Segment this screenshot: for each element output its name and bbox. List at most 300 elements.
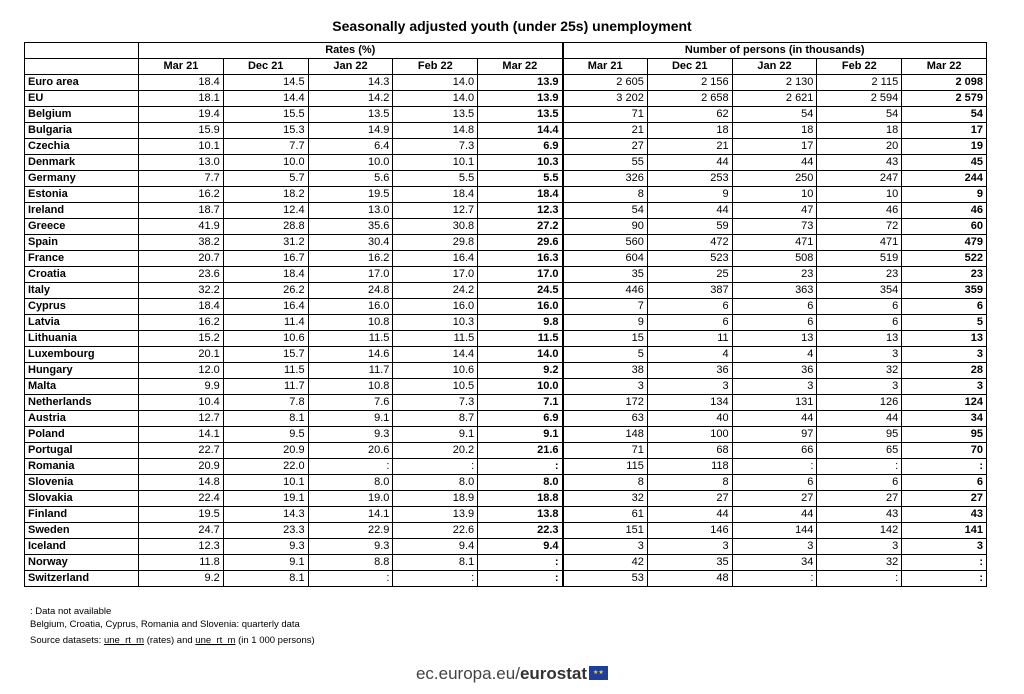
- persons-cell: 7: [563, 299, 648, 315]
- country-cell: Sweden: [25, 523, 139, 539]
- rate-cell: 6.9: [478, 411, 563, 427]
- rate-cell: 14.2: [308, 91, 393, 107]
- rate-cell: 7.7: [139, 171, 224, 187]
- rate-cell: :: [478, 555, 563, 571]
- persons-cell: 2 115: [817, 75, 902, 91]
- persons-cell: 9: [647, 187, 732, 203]
- persons-cell: 141: [902, 523, 987, 539]
- corner-cell: [25, 43, 139, 59]
- rate-cell: 27.2: [478, 219, 563, 235]
- persons-cell: 44: [647, 155, 732, 171]
- rate-cell: 14.8: [393, 123, 478, 139]
- persons-cell: 354: [817, 283, 902, 299]
- rate-cell: 11.5: [223, 363, 308, 379]
- group-header-row: [25, 43, 987, 59]
- persons-cell: 44: [817, 411, 902, 427]
- persons-cell: 8: [647, 475, 732, 491]
- rate-cell: 10.4: [139, 395, 224, 411]
- persons-cell: 6: [732, 299, 817, 315]
- persons-cell: 43: [817, 507, 902, 523]
- persons-cell: 17: [902, 123, 987, 139]
- rate-cell: 16.3: [478, 251, 563, 267]
- persons-cell: 23: [817, 267, 902, 283]
- persons-cell: 9: [563, 315, 648, 331]
- persons-cell: 19: [902, 139, 987, 155]
- rate-cell: 16.2: [139, 315, 224, 331]
- persons-cell: :: [817, 459, 902, 475]
- persons-cell: 142: [817, 523, 902, 539]
- persons-cell: 2 579: [902, 91, 987, 107]
- persons-cell: 148: [563, 427, 648, 443]
- persons-cell: 13: [732, 331, 817, 347]
- persons-cell: 3: [563, 539, 648, 555]
- country-cell: EU: [25, 91, 139, 107]
- persons-cell: 3: [902, 539, 987, 555]
- persons-cell: 27: [732, 491, 817, 507]
- persons-cell: :: [732, 459, 817, 475]
- rate-cell: 16.2: [308, 251, 393, 267]
- persons-cell: 60: [902, 219, 987, 235]
- rate-cell: 12.4: [223, 203, 308, 219]
- footer-brand: eurostat: [519, 664, 588, 683]
- rate-cell: 18.1: [139, 91, 224, 107]
- persons-cell: 144: [732, 523, 817, 539]
- persons-cell: 118: [647, 459, 732, 475]
- persons-cell: 34: [732, 555, 817, 571]
- source-link-rates[interactable]: une_rt_m: [103, 635, 145, 646]
- rate-cell: 14.4: [478, 123, 563, 139]
- table-row: [25, 315, 987, 331]
- persons-cell: 134: [647, 395, 732, 411]
- rate-cell: :: [393, 459, 478, 475]
- rate-cell: 12.3: [478, 203, 563, 219]
- persons-cell: 61: [563, 507, 648, 523]
- rate-cell: 7.3: [393, 395, 478, 411]
- persons-cell: 36: [732, 363, 817, 379]
- persons-cell: 472: [647, 235, 732, 251]
- persons-cell: 2 621: [732, 91, 817, 107]
- rate-cell: 10.8: [308, 379, 393, 395]
- rate-cell: 18.4: [478, 187, 563, 203]
- persons-cell: 18: [647, 123, 732, 139]
- rate-cell: 18.4: [223, 267, 308, 283]
- persons-cell: 15: [563, 331, 648, 347]
- persons-cell: 9: [902, 187, 987, 203]
- persons-cell: 3: [817, 379, 902, 395]
- rate-cell: 14.8: [139, 475, 224, 491]
- persons-cell: 71: [563, 107, 648, 123]
- rate-cell: 22.0: [223, 459, 308, 475]
- rate-cell: 16.0: [393, 299, 478, 315]
- rate-cell: 38.2: [139, 235, 224, 251]
- rate-cell: 17.0: [393, 267, 478, 283]
- persons-cell: 446: [563, 283, 648, 299]
- persons-cell: 53: [563, 571, 648, 587]
- country-cell: Norway: [25, 555, 139, 571]
- country-cell: Germany: [25, 171, 139, 187]
- rate-cell: 14.0: [393, 75, 478, 91]
- table-row: [25, 155, 987, 171]
- note-quarterly: Belgium, Croatia, Cyprus, Romania and Slovenia: quarterly data: [30, 619, 300, 630]
- rate-cell: 24.8: [308, 283, 393, 299]
- rate-cell: 9.2: [139, 571, 224, 587]
- persons-cell: 44: [732, 411, 817, 427]
- persons-cell: 8: [563, 187, 648, 203]
- persons-cell: 90: [563, 219, 648, 235]
- table-row: [25, 443, 987, 459]
- source-mid: (rates) and: [144, 635, 196, 646]
- rate-cell: 13.0: [308, 203, 393, 219]
- rate-cell: 11.8: [139, 555, 224, 571]
- persons-cell: 25: [647, 267, 732, 283]
- rate-cell: 10.1: [139, 139, 224, 155]
- persons-cell: 3: [732, 539, 817, 555]
- persons-cell: 6: [732, 315, 817, 331]
- rate-cell: :: [308, 571, 393, 587]
- table-row: [25, 411, 987, 427]
- persons-cell: 20: [817, 139, 902, 155]
- persons-cell: 3: [902, 379, 987, 395]
- table-row: [25, 107, 987, 123]
- source-prefix: Source datasets:: [30, 635, 104, 646]
- rate-cell: 7.3: [393, 139, 478, 155]
- persons-cell: 471: [732, 235, 817, 251]
- rate-cell: 16.4: [393, 251, 478, 267]
- persons-cell: 124: [902, 395, 987, 411]
- persons-cell: 27: [563, 139, 648, 155]
- rate-cell: 15.7: [223, 347, 308, 363]
- country-cell: Iceland: [25, 539, 139, 555]
- table-row: [25, 379, 987, 395]
- eurostat-footer: [0, 664, 1024, 684]
- persons-cell: 42: [563, 555, 648, 571]
- rate-cell: 17.0: [308, 267, 393, 283]
- rate-cell: 19.5: [308, 187, 393, 203]
- rate-cell: 16.7: [223, 251, 308, 267]
- persons-cell: 47: [732, 203, 817, 219]
- rate-cell: 9.4: [478, 539, 563, 555]
- persons-cell: 2 098: [902, 75, 987, 91]
- rate-cell: 10.3: [478, 155, 563, 171]
- table-row: [25, 75, 987, 91]
- rate-cell: 30.4: [308, 235, 393, 251]
- persons-cell: 560: [563, 235, 648, 251]
- persons-cell: 6: [732, 475, 817, 491]
- country-cell: Bulgaria: [25, 123, 139, 139]
- rate-cell: 7.8: [223, 395, 308, 411]
- table-row: [25, 123, 987, 139]
- rate-cell: 22.4: [139, 491, 224, 507]
- table-row: [25, 299, 987, 315]
- persons-cell: 68: [647, 443, 732, 459]
- persons-month-header: Mar 21: [563, 59, 648, 75]
- rate-cell: 9.2: [478, 363, 563, 379]
- persons-cell: 97: [732, 427, 817, 443]
- persons-cell: 10: [817, 187, 902, 203]
- rate-cell: 12.0: [139, 363, 224, 379]
- persons-cell: :: [817, 571, 902, 587]
- rate-cell: 9.8: [478, 315, 563, 331]
- rate-cell: 10.8: [308, 315, 393, 331]
- rate-cell: 10.3: [393, 315, 478, 331]
- persons-cell: 70: [902, 443, 987, 459]
- corner-cell: [25, 59, 139, 75]
- persons-cell: 2 130: [732, 75, 817, 91]
- table-row: [25, 571, 987, 587]
- persons-cell: 40: [647, 411, 732, 427]
- rate-cell: 12.7: [139, 411, 224, 427]
- rate-cell: 31.2: [223, 235, 308, 251]
- rate-cell: 5.5: [393, 171, 478, 187]
- rate-cell: 22.3: [478, 523, 563, 539]
- table-row: [25, 203, 987, 219]
- persons-cell: 46: [817, 203, 902, 219]
- rate-cell: 14.9: [308, 123, 393, 139]
- source-link-persons[interactable]: une_rt_m: [195, 635, 236, 646]
- rate-cell: :: [308, 459, 393, 475]
- note-source: [30, 634, 315, 647]
- persons-cell: 6: [817, 475, 902, 491]
- persons-cell: 54: [563, 203, 648, 219]
- persons-cell: 44: [732, 155, 817, 171]
- rate-cell: 13.8: [478, 507, 563, 523]
- rate-cell: 8.0: [393, 475, 478, 491]
- persons-cell: 54: [902, 107, 987, 123]
- persons-cell: 43: [817, 155, 902, 171]
- table-row: [25, 267, 987, 283]
- table-row: [25, 459, 987, 475]
- rate-cell: 7.7: [223, 139, 308, 155]
- persons-cell: 326: [563, 171, 648, 187]
- rate-cell: 9.3: [223, 539, 308, 555]
- rate-cell: 10.1: [393, 155, 478, 171]
- persons-cell: 44: [647, 507, 732, 523]
- country-cell: Austria: [25, 411, 139, 427]
- persons-cell: 65: [817, 443, 902, 459]
- rate-cell: 13.5: [308, 107, 393, 123]
- persons-cell: 5: [902, 315, 987, 331]
- rate-cell: 8.1: [223, 571, 308, 587]
- persons-cell: 48: [647, 571, 732, 587]
- rate-cell: 14.3: [308, 75, 393, 91]
- persons-cell: :: [902, 555, 987, 571]
- rate-cell: 18.4: [139, 75, 224, 91]
- persons-cell: 151: [563, 523, 648, 539]
- persons-month-header: Jan 22: [732, 59, 817, 75]
- country-cell: Finland: [25, 507, 139, 523]
- persons-cell: 21: [563, 123, 648, 139]
- persons-cell: 32: [817, 555, 902, 571]
- rate-cell: 14.3: [223, 507, 308, 523]
- rate-cell: 15.3: [223, 123, 308, 139]
- persons-cell: 4: [647, 347, 732, 363]
- persons-cell: 4: [732, 347, 817, 363]
- rate-cell: 11.5: [478, 331, 563, 347]
- rate-cell: 11.7: [308, 363, 393, 379]
- rate-cell: 19.5: [139, 507, 224, 523]
- persons-cell: 131: [732, 395, 817, 411]
- rate-cell: 20.6: [308, 443, 393, 459]
- rate-cell: 11.5: [393, 331, 478, 347]
- persons-cell: 3: [902, 347, 987, 363]
- rate-cell: 9.4: [393, 539, 478, 555]
- persons-cell: 95: [817, 427, 902, 443]
- persons-cell: 28: [902, 363, 987, 379]
- table-row: [25, 171, 987, 187]
- country-cell: Greece: [25, 219, 139, 235]
- table-row: [25, 507, 987, 523]
- rate-cell: 18.2: [223, 187, 308, 203]
- table-row: [25, 331, 987, 347]
- persons-month-header: Dec 21: [647, 59, 732, 75]
- country-cell: Ireland: [25, 203, 139, 219]
- rate-cell: 15.9: [139, 123, 224, 139]
- rate-cell: 32.2: [139, 283, 224, 299]
- country-cell: Belgium: [25, 107, 139, 123]
- persons-cell: 508: [732, 251, 817, 267]
- country-cell: Luxembourg: [25, 347, 139, 363]
- rate-cell: 18.4: [393, 187, 478, 203]
- unemployment-table: [24, 42, 987, 587]
- persons-cell: 6: [647, 299, 732, 315]
- rate-cell: 9.9: [139, 379, 224, 395]
- persons-cell: 35: [647, 555, 732, 571]
- rate-cell: 23.6: [139, 267, 224, 283]
- rate-cell: 13.0: [139, 155, 224, 171]
- persons-cell: 71: [563, 443, 648, 459]
- month-header-row: [25, 59, 987, 75]
- rate-cell: 12.3: [139, 539, 224, 555]
- persons-cell: 3: [732, 379, 817, 395]
- table-row: [25, 283, 987, 299]
- persons-cell: 523: [647, 251, 732, 267]
- persons-cell: 27: [902, 491, 987, 507]
- rate-cell: 20.1: [139, 347, 224, 363]
- rate-cell: 21.6: [478, 443, 563, 459]
- persons-cell: :: [732, 571, 817, 587]
- persons-cell: 18: [732, 123, 817, 139]
- table-row: [25, 427, 987, 443]
- rate-cell: 5.6: [308, 171, 393, 187]
- table-row: [25, 139, 987, 155]
- persons-cell: 35: [563, 267, 648, 283]
- footer-domain: ec.europa.eu/: [415, 664, 520, 683]
- rate-cell: 9.1: [308, 411, 393, 427]
- persons-cell: 23: [732, 267, 817, 283]
- country-cell: Euro area: [25, 75, 139, 91]
- rate-cell: 14.4: [223, 91, 308, 107]
- persons-cell: 46: [902, 203, 987, 219]
- table-row: [25, 475, 987, 491]
- rate-cell: 8.1: [393, 555, 478, 571]
- rate-cell: 6.9: [478, 139, 563, 155]
- rate-cell: 8.0: [478, 475, 563, 491]
- table-row: [25, 539, 987, 555]
- persons-cell: 363: [732, 283, 817, 299]
- rate-cell: 17.0: [478, 267, 563, 283]
- table-row: [25, 395, 987, 411]
- persons-cell: 32: [563, 491, 648, 507]
- country-cell: Latvia: [25, 315, 139, 331]
- persons-cell: 44: [732, 507, 817, 523]
- persons-cell: 2 594: [817, 91, 902, 107]
- persons-cell: :: [902, 459, 987, 475]
- country-cell: Switzerland: [25, 571, 139, 587]
- rate-cell: 29.8: [393, 235, 478, 251]
- rate-cell: 19.1: [223, 491, 308, 507]
- rate-cell: 9.5: [223, 427, 308, 443]
- persons-cell: 62: [647, 107, 732, 123]
- rate-cell: 24.5: [478, 283, 563, 299]
- persons-cell: 100: [647, 427, 732, 443]
- rate-cell: 18.4: [139, 299, 224, 315]
- country-cell: Poland: [25, 427, 139, 443]
- persons-cell: 54: [732, 107, 817, 123]
- persons-month-header: Feb 22: [817, 59, 902, 75]
- table-row: [25, 347, 987, 363]
- country-cell: Hungary: [25, 363, 139, 379]
- rate-cell: 14.4: [393, 347, 478, 363]
- persons-cell: 36: [647, 363, 732, 379]
- persons-cell: 10: [732, 187, 817, 203]
- country-cell: Netherlands: [25, 395, 139, 411]
- table-row: [25, 251, 987, 267]
- persons-cell: 522: [902, 251, 987, 267]
- rate-cell: 24.2: [393, 283, 478, 299]
- persons-cell: 54: [817, 107, 902, 123]
- rate-cell: 10.6: [393, 363, 478, 379]
- source-suffix: (in 1 000 persons): [235, 635, 315, 646]
- country-cell: Croatia: [25, 267, 139, 283]
- rate-cell: 18.9: [393, 491, 478, 507]
- persons-cell: 519: [817, 251, 902, 267]
- persons-cell: 5: [563, 347, 648, 363]
- persons-cell: 359: [902, 283, 987, 299]
- table-row: [25, 491, 987, 507]
- persons-cell: 8: [563, 475, 648, 491]
- persons-cell: 6: [902, 299, 987, 315]
- rate-cell: 14.1: [139, 427, 224, 443]
- persons-cell: 17: [732, 139, 817, 155]
- table-title: Seasonally adjusted youth (under 25s) unemployment: [332, 18, 692, 34]
- rate-cell: 14.0: [393, 91, 478, 107]
- country-cell: Denmark: [25, 155, 139, 171]
- persons-cell: 247: [817, 171, 902, 187]
- rates-month-header: Mar 22: [478, 59, 563, 75]
- rate-cell: 35.6: [308, 219, 393, 235]
- rate-cell: 6.4: [308, 139, 393, 155]
- table-row: [25, 523, 987, 539]
- rate-cell: 13.9: [478, 91, 563, 107]
- rate-cell: :: [478, 571, 563, 587]
- persons-month-header: Mar 22: [902, 59, 987, 75]
- persons-cell: 44: [647, 203, 732, 219]
- persons-cell: 59: [647, 219, 732, 235]
- rate-cell: 16.0: [478, 299, 563, 315]
- persons-cell: 63: [563, 411, 648, 427]
- rate-cell: 5.7: [223, 171, 308, 187]
- persons-cell: 72: [817, 219, 902, 235]
- rate-cell: 15.2: [139, 331, 224, 347]
- country-cell: Malta: [25, 379, 139, 395]
- persons-cell: 3: [563, 379, 648, 395]
- rate-cell: 28.8: [223, 219, 308, 235]
- rate-cell: 9.1: [478, 427, 563, 443]
- rates-month-header: Jan 22: [308, 59, 393, 75]
- rate-cell: 10.5: [393, 379, 478, 395]
- persons-cell: 244: [902, 171, 987, 187]
- persons-cell: 250: [732, 171, 817, 187]
